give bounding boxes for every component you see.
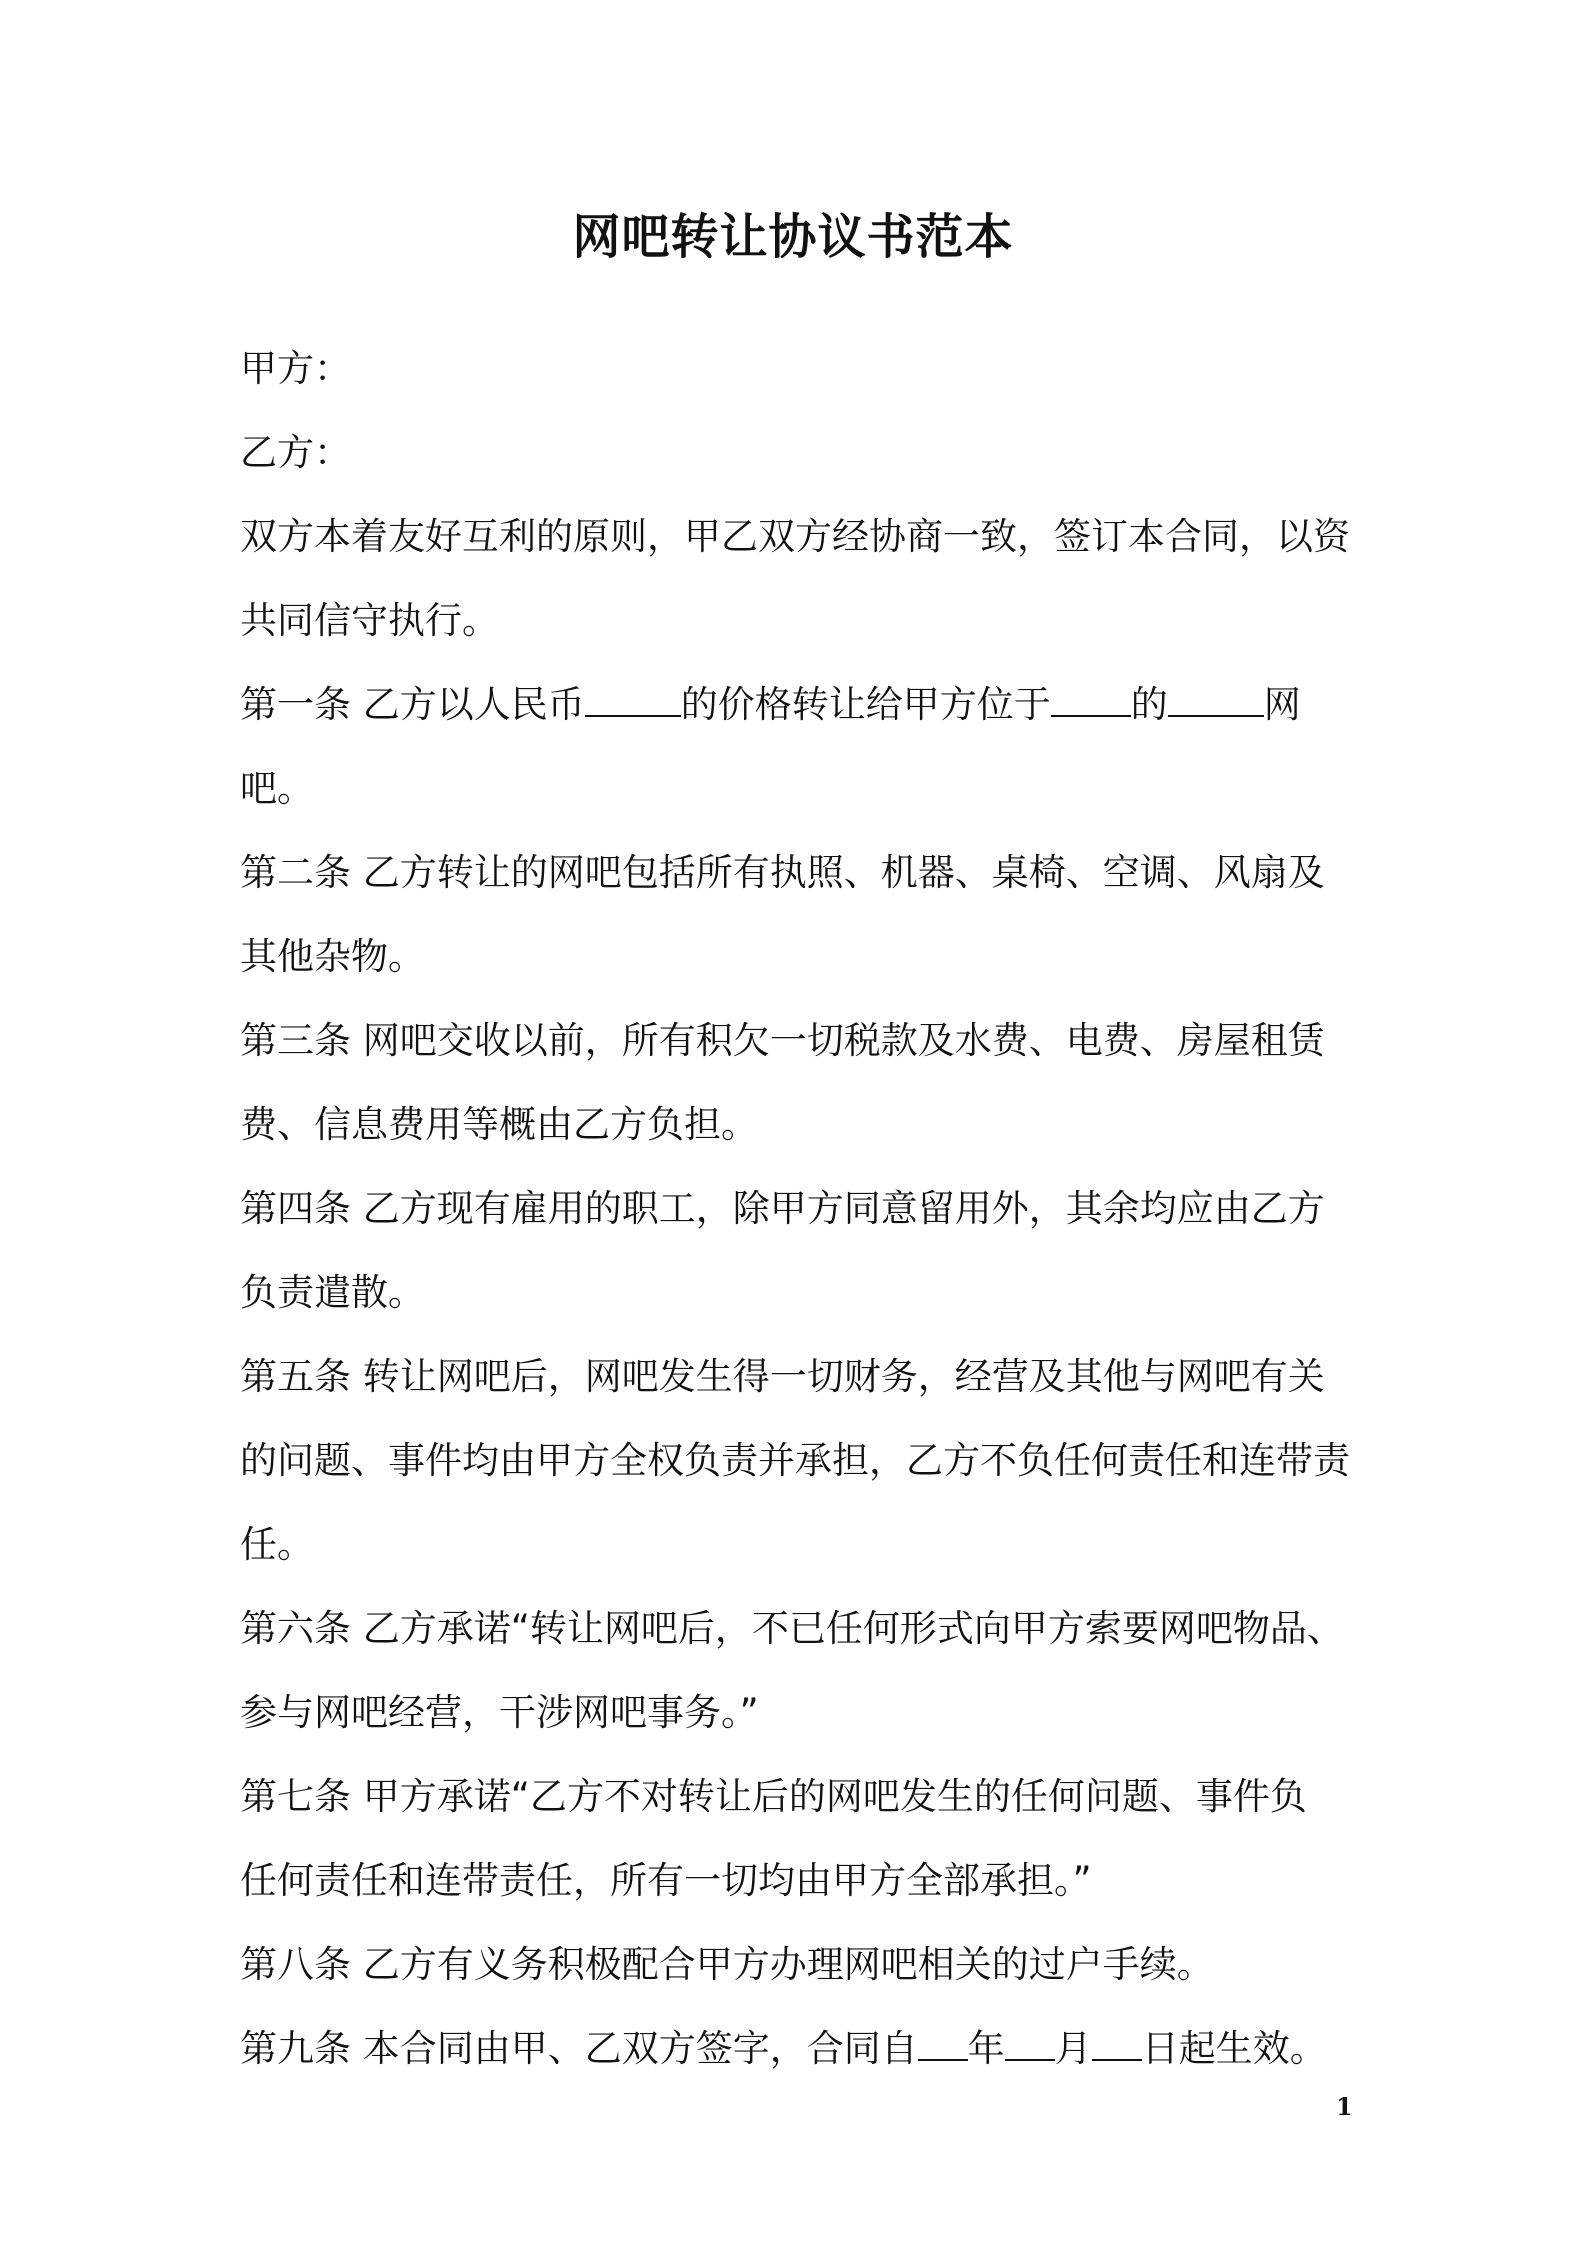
page-number: 1: [1336, 2092, 1353, 2121]
article-8: [240, 1923, 1370, 2007]
paragraph-line: 第三条 网吧交收以前，所有积欠一切税款及水费、电费、房屋租赁: [240, 1019, 1325, 1062]
paragraph-line: [240, 2007, 1370, 2091]
paragraph-line: 任。: [240, 1523, 314, 1566]
article-5: [240, 1335, 1370, 1587]
article-4: [240, 1167, 1370, 1335]
article-6: [240, 1587, 1370, 1755]
paragraph-line: 任何责任和连带责任，所有一切均由甲方全部承担。”: [240, 1859, 1092, 1902]
article-2: [240, 831, 1370, 999]
intro-paragraph: [240, 495, 1370, 663]
paragraph-line: 费、信息费用等概由乙方负担。: [240, 1103, 758, 1146]
blank-year: [918, 2021, 968, 2061]
article-1: [240, 663, 1370, 831]
party-a-line: 甲方：: [240, 347, 351, 390]
paragraph-line: [240, 663, 1370, 747]
text-segment: 第九条 本合同由甲、乙双方签字，合同自: [240, 2027, 918, 2070]
paragraph-line: 第五条 转让网吧后，网吧发生得一切财务，经营及其他与网吧有关: [240, 1355, 1325, 1398]
article-3: [240, 999, 1370, 1167]
text-segment: 的价格转让给甲方位于: [680, 683, 1051, 726]
text-segment: 月: [1054, 2027, 1092, 2070]
party-b-line: 乙方：: [240, 431, 351, 474]
document-body: [240, 327, 1370, 2091]
text-segment: 日起生效。: [1141, 2027, 1327, 2070]
paragraph-line: 共同信守执行。: [240, 599, 499, 642]
blank-price: [585, 677, 681, 717]
article-9: [240, 2007, 1370, 2091]
paragraph-line: 第八条 乙方有义务积极配合甲方办理网吧相关的过户手续。: [240, 1943, 1214, 1986]
blank-location: [1051, 677, 1131, 717]
paragraph-line: 吧。: [240, 767, 314, 810]
blank-month: [1005, 2021, 1055, 2061]
paragraph-line: 的问题、事件均由甲方全权负责并承担，乙方不负任何责任和连带责: [240, 1439, 1350, 1482]
paragraph-line: 第四条 乙方现有雇用的职工，除甲方同意留用外，其余均应由乙方: [240, 1187, 1325, 1230]
blank-name: [1168, 677, 1264, 717]
paragraph-line: 负责遣散。: [240, 1271, 425, 1314]
paragraph-line: 第七条 甲方承诺“乙方不对转让后的网吧发生的任何问题、事件负: [240, 1775, 1307, 1818]
text-segment: 的: [1130, 683, 1168, 726]
text-segment: 年: [967, 2027, 1005, 2070]
blank-day: [1092, 2021, 1142, 2061]
paragraph-line: 参与网吧经营，干涉网吧事务。”: [240, 1691, 759, 1734]
document-title: 网吧转让协议书范本: [572, 209, 1014, 265]
paragraph-line: 双方本着友好互利的原则，甲乙双方经协商一致，签订本合同，以资: [240, 515, 1350, 558]
paragraph-line: 其他杂物。: [240, 935, 425, 978]
text-segment: 第一条 乙方以人民币: [240, 683, 585, 726]
paragraph-line: 第二条 乙方转让的网吧包括所有执照、机器、桌椅、空调、风扇及: [240, 851, 1325, 894]
text-segment: 网: [1263, 683, 1301, 726]
paragraph-line: 第六条 乙方承诺“转让网吧后，不已任何形式向甲方索要网吧物品、: [240, 1607, 1344, 1650]
article-7: [240, 1755, 1370, 1923]
